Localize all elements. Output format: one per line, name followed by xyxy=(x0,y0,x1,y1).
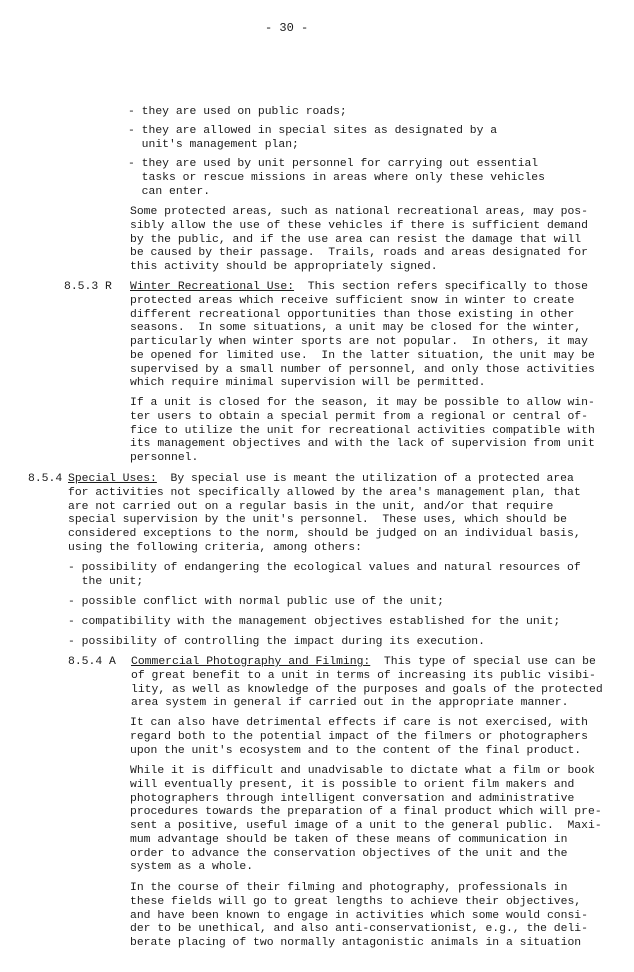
text-line: its management objectives and with the lack of supervision from unit xyxy=(130,438,595,451)
section-title: Special Uses: xyxy=(68,473,157,485)
text-line: upon the unit's ecosystem and to the content of the final product. xyxy=(130,744,582,757)
text-line: supervised by a small number of personnel, and only those activities xyxy=(130,363,595,376)
text-line: can enter. xyxy=(128,185,211,198)
text-line: Some protected areas, such as national recreational areas, may pos- xyxy=(130,206,588,218)
text-line: This section refers specifically to those xyxy=(294,281,588,293)
text-line: special supervision by the unit's personnel. These uses, which should be xyxy=(68,514,567,527)
page-number: - 30 - xyxy=(265,21,309,35)
text-line: By special use is meant the utilization of a protected area xyxy=(156,473,574,485)
text-line: procedures towards the preparation of a final product which will pre- xyxy=(130,806,602,819)
text-line: - compatibility with the management objectives established for the unit; xyxy=(68,616,561,628)
text-line: This type of special use can be xyxy=(370,656,596,668)
text-line: personnel. xyxy=(130,452,199,464)
section-heading-line xyxy=(68,655,596,669)
section-number: 8.5.3 R xyxy=(64,281,112,293)
text-line: - possibility of controlling the impact during its execution. xyxy=(68,636,485,648)
text-line: will eventually present, it is possible to orient film makers and xyxy=(130,778,575,791)
text-line: mum advantage should be taken of these means of communication in xyxy=(130,833,568,846)
section-heading-line xyxy=(64,280,588,294)
section-number: 8.5.4 xyxy=(28,473,63,485)
text-line: fice to utilize the unit for recreational activities compatible with xyxy=(130,424,595,437)
text-line: the unit; xyxy=(68,575,144,588)
section-heading-line xyxy=(28,472,574,486)
text-line: If a unit is closed for the season, it may be possible to allow win- xyxy=(130,397,595,409)
text-line: sent a positive, useful image of a unit to the general public. Maxi- xyxy=(130,820,602,832)
section-title: Winter Recreational Use: xyxy=(130,281,295,293)
text-line: seasons. In some situations, a unit may be closed for the winter, xyxy=(130,322,582,335)
text-line: photographers through intelligent conversation and administrative xyxy=(130,792,575,805)
text-line: unit's management plan; xyxy=(128,138,299,151)
text-line: While it is difficult and unadvisable to dictate what a film or book xyxy=(130,765,595,777)
text-line: protected areas which receive sufficient snow in winter to create xyxy=(130,294,575,307)
text-line: system as a whole. xyxy=(130,861,254,874)
text-line: and have been known to engage in activities which some would consi- xyxy=(130,909,588,922)
text-line: area system in general if carried out in the appropriate manner. xyxy=(131,697,569,710)
text-line: lity, as well as knowledge of the purposes and goals of the protected xyxy=(131,683,603,696)
text-line: In the course of their filming and photography, professionals in xyxy=(130,882,568,894)
text-line: by the public, and if the use area can resist the damage that will xyxy=(130,233,582,246)
text-line: for activities not specifically allowed by the area's management plan, that xyxy=(68,486,581,499)
text-line: using the following criteria, among others: xyxy=(68,541,362,554)
text-line: particularly when winter sports are not popular. In others, it may xyxy=(130,336,588,348)
text-line: berate placing of two normally antagonistic animals in a situation xyxy=(130,937,582,949)
text-line: der to be unethical, and also anti-conservationist, e.g., the deli- xyxy=(130,923,588,936)
section-number: 8.5.4 A xyxy=(68,656,116,668)
text-line: considered exceptions to the norm, should be judged on an individual basis, xyxy=(68,528,581,540)
text-line: regard both to the potential impact of the filmers or photographers xyxy=(130,730,588,743)
text-line: - they are used by unit personnel for carrying out essential xyxy=(128,158,539,170)
text-line: - they are allowed in special sites as designated by a xyxy=(128,125,498,137)
text-line: order to advance the conservation objectives of the unit and the xyxy=(130,847,568,860)
text-line: It can also have detrimental effects if care is not exercised, with xyxy=(130,717,588,729)
text-line: - possibility of endangering the ecological values and natural resources of xyxy=(68,562,581,574)
text-line: - possible conflict with normal public use of the unit; xyxy=(68,596,444,608)
text-line: different recreational opportunities than those existing in other xyxy=(130,308,575,321)
section-title: Commercial Photography and Filming: xyxy=(131,656,371,668)
text-line: be opened for limited use. In the latter situation, the unit may be xyxy=(130,349,595,362)
text-line: of great benefit to a unit in terms of increasing its public visibi- xyxy=(131,669,596,682)
text-line: tasks or rescue missions in areas where only these vehicles xyxy=(128,171,545,184)
text-line: these fields will go to great lengths to achieve their objectives, xyxy=(130,895,582,908)
text-line: which require minimal supervision will be permitted. xyxy=(130,377,486,390)
text-line: ter users to obtain a special permit from a regional or central of- xyxy=(130,410,588,423)
text-line: be caused by their passage. Trails, roads and areas designated for xyxy=(130,247,588,260)
text-line: this activity should be appropriately signed. xyxy=(130,261,438,273)
text-line: sibly allow the use of these vehicles if there is sufficient demand xyxy=(130,219,588,232)
text-line: - they are used on public roads; xyxy=(128,106,347,118)
text-line: are not carried out on a regular basis in the unit, and/or that require xyxy=(68,500,554,513)
